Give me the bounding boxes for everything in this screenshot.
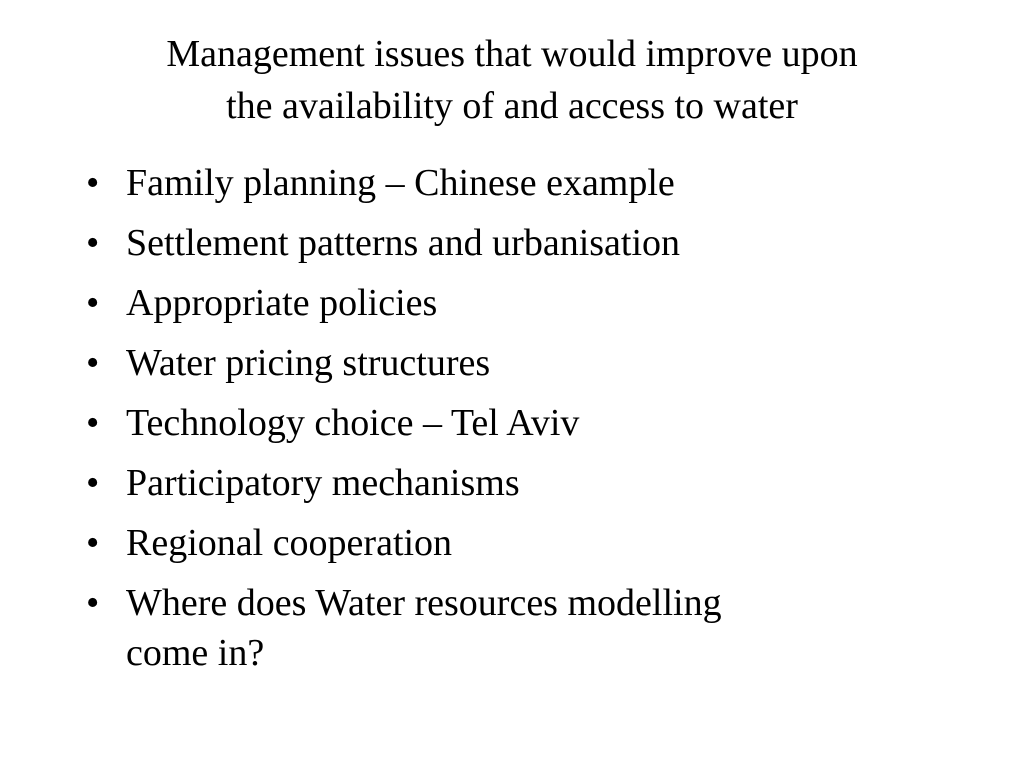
bullet-marker: • <box>86 342 100 384</box>
bullet-text-line: Appropriate policies <box>126 282 438 324</box>
bullet-text <box>126 278 946 328</box>
bullet-text-line: Water pricing structures <box>126 342 491 384</box>
bullet-text-line: come in? <box>126 632 265 674</box>
bullet-list <box>86 158 946 688</box>
bullet-text <box>126 398 946 448</box>
bullet-item <box>86 278 946 328</box>
bullet-item <box>86 578 946 678</box>
bullet-text <box>126 518 946 568</box>
bullet-marker: • <box>86 222 100 264</box>
bullet-text-line: Technology choice – Tel Aviv <box>126 402 580 444</box>
bullet-item <box>86 338 946 388</box>
slide-title-line: the availability of and access to water <box>226 85 798 127</box>
slide-title <box>60 28 964 132</box>
bullet-text-line: Settlement patterns and urbanisation <box>126 222 681 264</box>
bullet-text-line: Regional cooperation <box>126 522 453 564</box>
bullet-text-line: Family planning – Chinese example <box>126 162 675 204</box>
bullet-text <box>126 338 946 388</box>
bullet-marker: • <box>86 522 100 564</box>
bullet-marker: • <box>86 462 100 504</box>
bullet-marker: • <box>86 582 100 624</box>
bullet-text <box>126 158 946 208</box>
bullet-item <box>86 518 946 568</box>
bullet-item <box>86 158 946 208</box>
bullet-text-line: Participatory mechanisms <box>126 462 520 504</box>
bullet-text-line: Where does Water resources modelling <box>126 582 722 624</box>
bullet-marker: • <box>86 162 100 204</box>
bullet-text <box>126 218 946 268</box>
bullet-item <box>86 398 946 448</box>
bullet-text <box>126 578 946 678</box>
bullet-item <box>86 458 946 508</box>
slide-title-line: Management issues that would improve upon <box>166 33 858 75</box>
bullet-text <box>126 458 946 508</box>
bullet-item <box>86 218 946 268</box>
bullet-marker: • <box>86 402 100 444</box>
bullet-marker: • <box>86 282 100 324</box>
